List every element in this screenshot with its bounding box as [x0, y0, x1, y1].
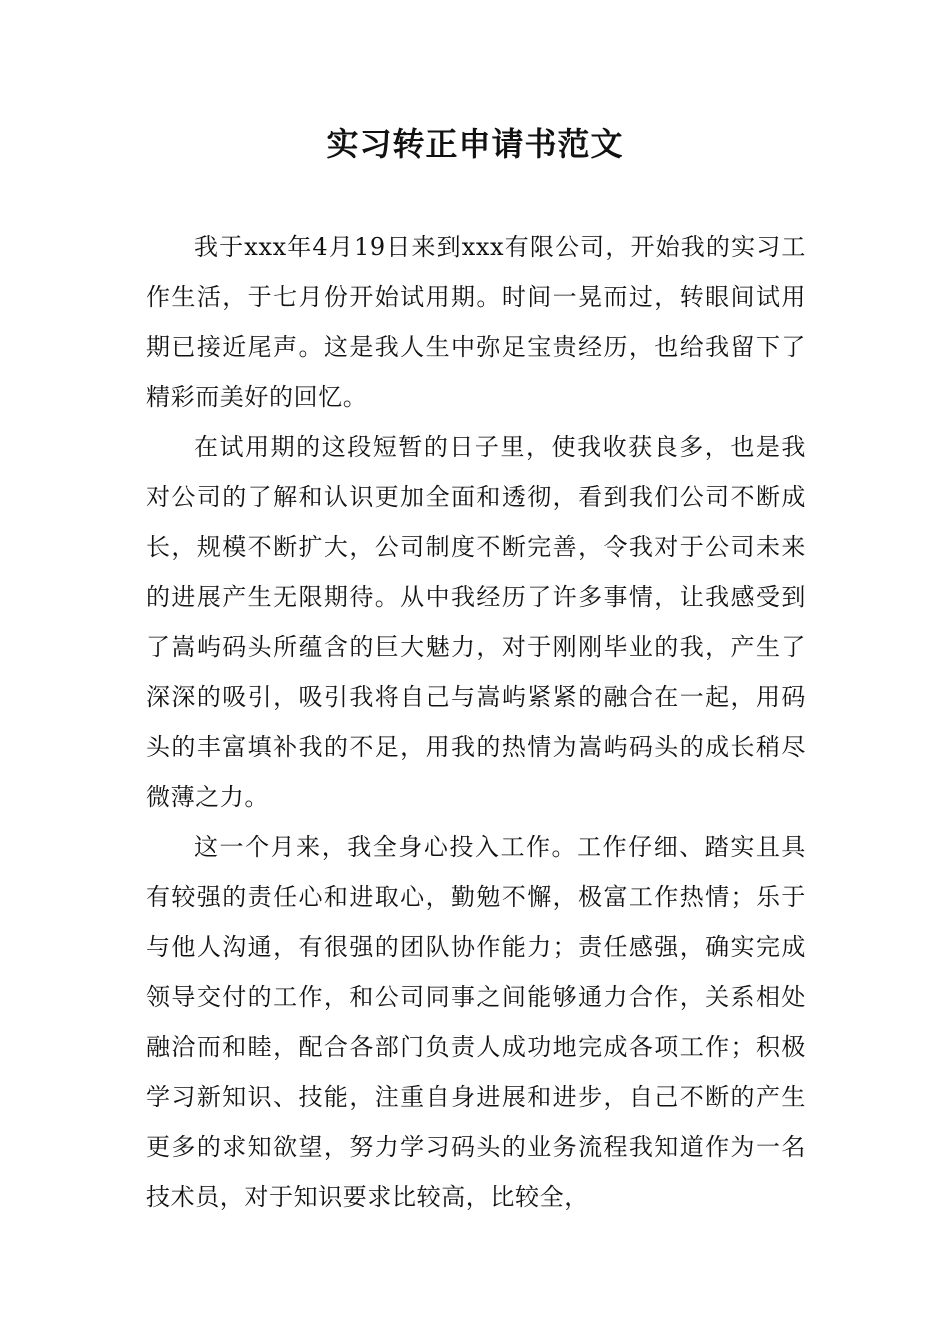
paragraph-work-performance: 这一个月来，我全身心投入工作。工作仔细、踏实且具有较强的责任心和进取心，勤勉不懈，极富工作热情；乐于与他人沟通，有很强的团队协作能力；责任感强，确实完成领导交付的工作，和公司同事之间能够通力合作，关系相处融洽而和睦，配合各部门负责人成功地完成各项工作；积极学习新知识、技能，注重自身进展和进步，自己不断的产生更多的求知欲望，努力学习码头的业务流程我知道作为一名技术员，对于知识要求比较高，比较全，: [146, 833, 806, 1211]
document-body: [146, 222, 806, 1222]
paragraph-intro: 我于xxx年4月19日来到xxx有限公司，开始我的实习工作生活，于七月份开始试用期。时间一晃而过，转眼间试用期已接近尾声。这是我人生中弥足宝贵经历，也给我留下了精彩而美好的回忆。: [146, 233, 806, 411]
document-title: 实习转正申请书范文: [326, 125, 624, 163]
paragraph-probation-reflection: 在试用期的这段短暂的日子里，使我收获良多，也是我对公司的了解和认识更加全面和透彻，看到我们公司不断成长，规模不断扩大，公司制度不断完善，令我对于公司未来的进展产生无限期待。从中我经历了许多事情，让我感受到了嵩屿码头所蕴含的巨大魅力，对于刚刚毕业的我，产生了深深的吸引，吸引我将自己与嵩屿紧紧的融合在一起，用码头的丰富填补我的不足，用我的热情为嵩屿码头的成长稍尽微薄之力。: [146, 433, 806, 811]
